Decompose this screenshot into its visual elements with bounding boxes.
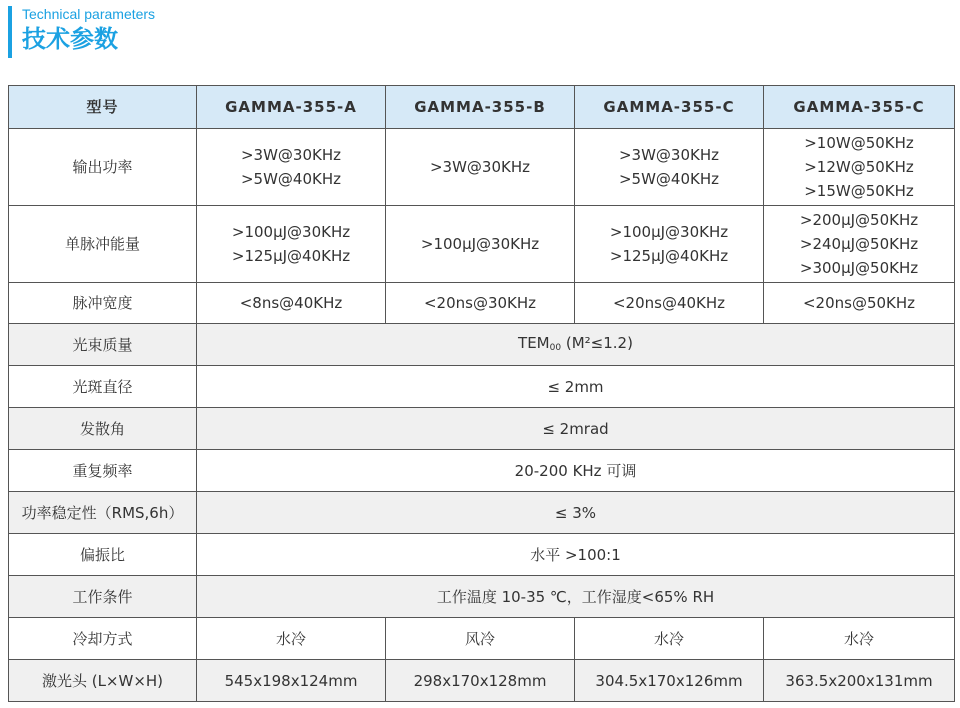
cell-line: >10W@50KHz (804, 134, 914, 152)
row-label: 偏振比 (9, 534, 197, 576)
header-model: 型号 (9, 86, 197, 129)
cell-line: >100μJ@30KHz (609, 223, 729, 241)
table-cell: 363.5x200x131mm (764, 660, 955, 702)
table-row (9, 283, 955, 324)
cell-line: >15W@50KHz (804, 182, 914, 200)
cell-line: >3W@30KHz (240, 146, 342, 164)
header-model-b: GAMMA-355-B (386, 86, 575, 129)
cell-line: >5W@40KHz (240, 170, 342, 188)
row-label: 输出功率 (9, 129, 197, 206)
table-cell: 工作温度 10-35 ℃，工作湿度<65% RH (197, 576, 955, 618)
row-label: 功率稳定性（RMS,6h） (9, 492, 197, 534)
table-row (9, 618, 955, 660)
table-row (9, 450, 955, 492)
table-cell: ≤ 2mrad (197, 408, 955, 450)
table-cell: 298x170x128mm (386, 660, 575, 702)
cell-subscript: 00 (549, 343, 562, 353)
row-label: 重复频率 (9, 450, 197, 492)
cell-text: TEM (518, 334, 550, 352)
cell-line: >200μJ@50KHz (799, 211, 919, 229)
table-cell: ≤ 3% (197, 492, 955, 534)
header-model-d: GAMMA-355-C (764, 86, 955, 129)
row-label: 冷却方式 (9, 618, 197, 660)
row-label: 光束质量 (9, 324, 197, 366)
table-cell (197, 206, 386, 283)
table-row (9, 534, 955, 576)
table-cell (197, 324, 955, 366)
header-model-c: GAMMA-355-C (575, 86, 764, 129)
cell-line: >240μJ@50KHz (799, 235, 919, 253)
table-row (9, 408, 955, 450)
table-cell: ≤ 2mm (197, 366, 955, 408)
table-cell (764, 129, 955, 206)
table-cell (575, 129, 764, 206)
row-label: 脉冲宽度 (9, 283, 197, 324)
table-row (9, 492, 955, 534)
section-header (8, 6, 155, 58)
cell-line: >300μJ@50KHz (799, 259, 919, 277)
table-cell: 20-200 KHz 可调 (197, 450, 955, 492)
table-row (9, 324, 955, 366)
cell-line: >100μJ@30KHz (420, 235, 540, 253)
table-cell: <8ns@40KHz (197, 283, 386, 324)
cell-line: >12W@50KHz (804, 158, 914, 176)
table-cell (575, 206, 764, 283)
row-label: 激光头 (L×W×H) (9, 660, 197, 702)
table-cell: 风冷 (386, 618, 575, 660)
table-cell (386, 206, 575, 283)
table-header-row (9, 86, 955, 129)
section-title: 技术参数 (22, 25, 118, 53)
table-cell: 545x198x124mm (197, 660, 386, 702)
table-cell: <20ns@40KHz (575, 283, 764, 324)
cell-line: >5W@40KHz (618, 170, 720, 188)
table-cell (197, 129, 386, 206)
table-cell: 304.5x170x126mm (575, 660, 764, 702)
row-label: 工作条件 (9, 576, 197, 618)
table-cell: 水冷 (575, 618, 764, 660)
cell-line: >3W@30KHz (618, 146, 720, 164)
table-cell: <20ns@30KHz (386, 283, 575, 324)
cell-line: >125μJ@40KHz (231, 247, 351, 265)
table-row (9, 129, 955, 206)
table-cell: 水冷 (764, 618, 955, 660)
row-label: 单脉冲能量 (9, 206, 197, 283)
header-model-a: GAMMA-355-A (197, 86, 386, 129)
row-label: 发散角 (9, 408, 197, 450)
table-cell: <20ns@50KHz (764, 283, 955, 324)
table-row (9, 660, 955, 702)
table-cell (764, 206, 955, 283)
section-subtitle: Technical parameters (22, 6, 156, 22)
table-cell (386, 129, 575, 206)
cell-line: >3W@30KHz (429, 158, 531, 176)
row-label: 光斑直径 (9, 366, 197, 408)
spec-table (8, 85, 955, 702)
table-row (9, 576, 955, 618)
table-cell: 水冷 (197, 618, 386, 660)
cell-text: (M²≤1.2) (561, 334, 633, 352)
table-row (9, 206, 955, 283)
table-row (9, 366, 955, 408)
cell-line: >100μJ@30KHz (231, 223, 351, 241)
cell-line: >125μJ@40KHz (609, 247, 729, 265)
table-cell: 水平 >100:1 (197, 534, 955, 576)
